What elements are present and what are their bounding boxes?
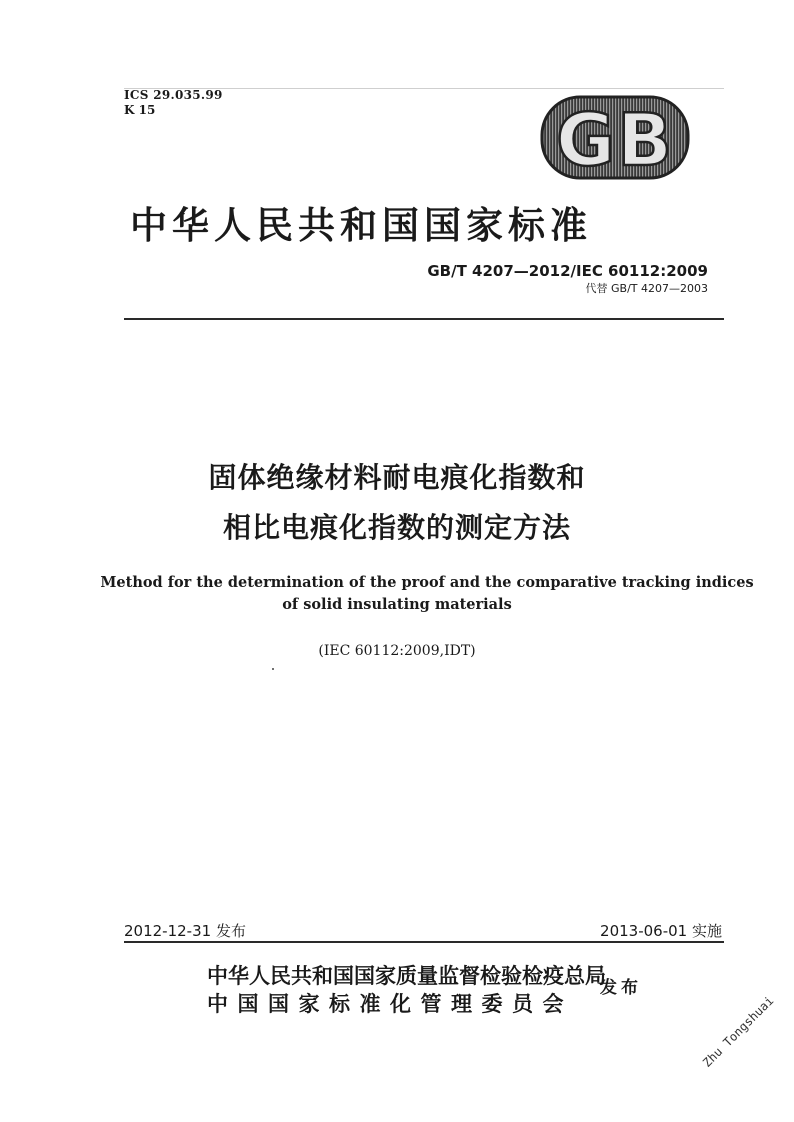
standard-number: GB/T 4207—2012/IEC 60112:2009 — [427, 262, 708, 280]
classification-code: K 15 — [124, 103, 156, 117]
publish-label: 发布 — [600, 978, 642, 998]
stray-dot — [272, 668, 274, 670]
footer-divider — [124, 941, 724, 943]
header-divider — [124, 318, 724, 320]
english-title-line-2: of solid insulating materials — [282, 596, 512, 613]
replaces-standard: 代替 GB/T 4207—2003 — [585, 282, 708, 295]
ics-code: ICS 29.035.99 — [124, 88, 223, 102]
chinese-title-line-2: 相比电痕化指数的测定方法 — [222, 511, 571, 544]
gb-logo — [540, 95, 690, 180]
issuer-sac: 中国国家标准化管理委员会 — [207, 991, 573, 1016]
issuer-aqsiq: 中华人民共和国国家质量监督检验检疫总局 — [207, 963, 606, 988]
chinese-title-line-1: 固体绝缘材料耐电痕化指数和 — [208, 461, 586, 494]
watermark: Zhu Tongshuai — [700, 993, 777, 1070]
gb-logo-text: GB — [556, 98, 674, 180]
issue-date: 2012-12-31 发布 — [124, 922, 246, 940]
english-title-line-1: Method for the determination of the proof and the comparative tracking indices — [100, 574, 754, 591]
national-standard-title: 中华人民共和国国家标准 — [130, 203, 592, 247]
implementation-date: 2013-06-01 实施 — [600, 922, 722, 940]
iec-reference: (IEC 60112:2009,IDT) — [318, 643, 476, 659]
